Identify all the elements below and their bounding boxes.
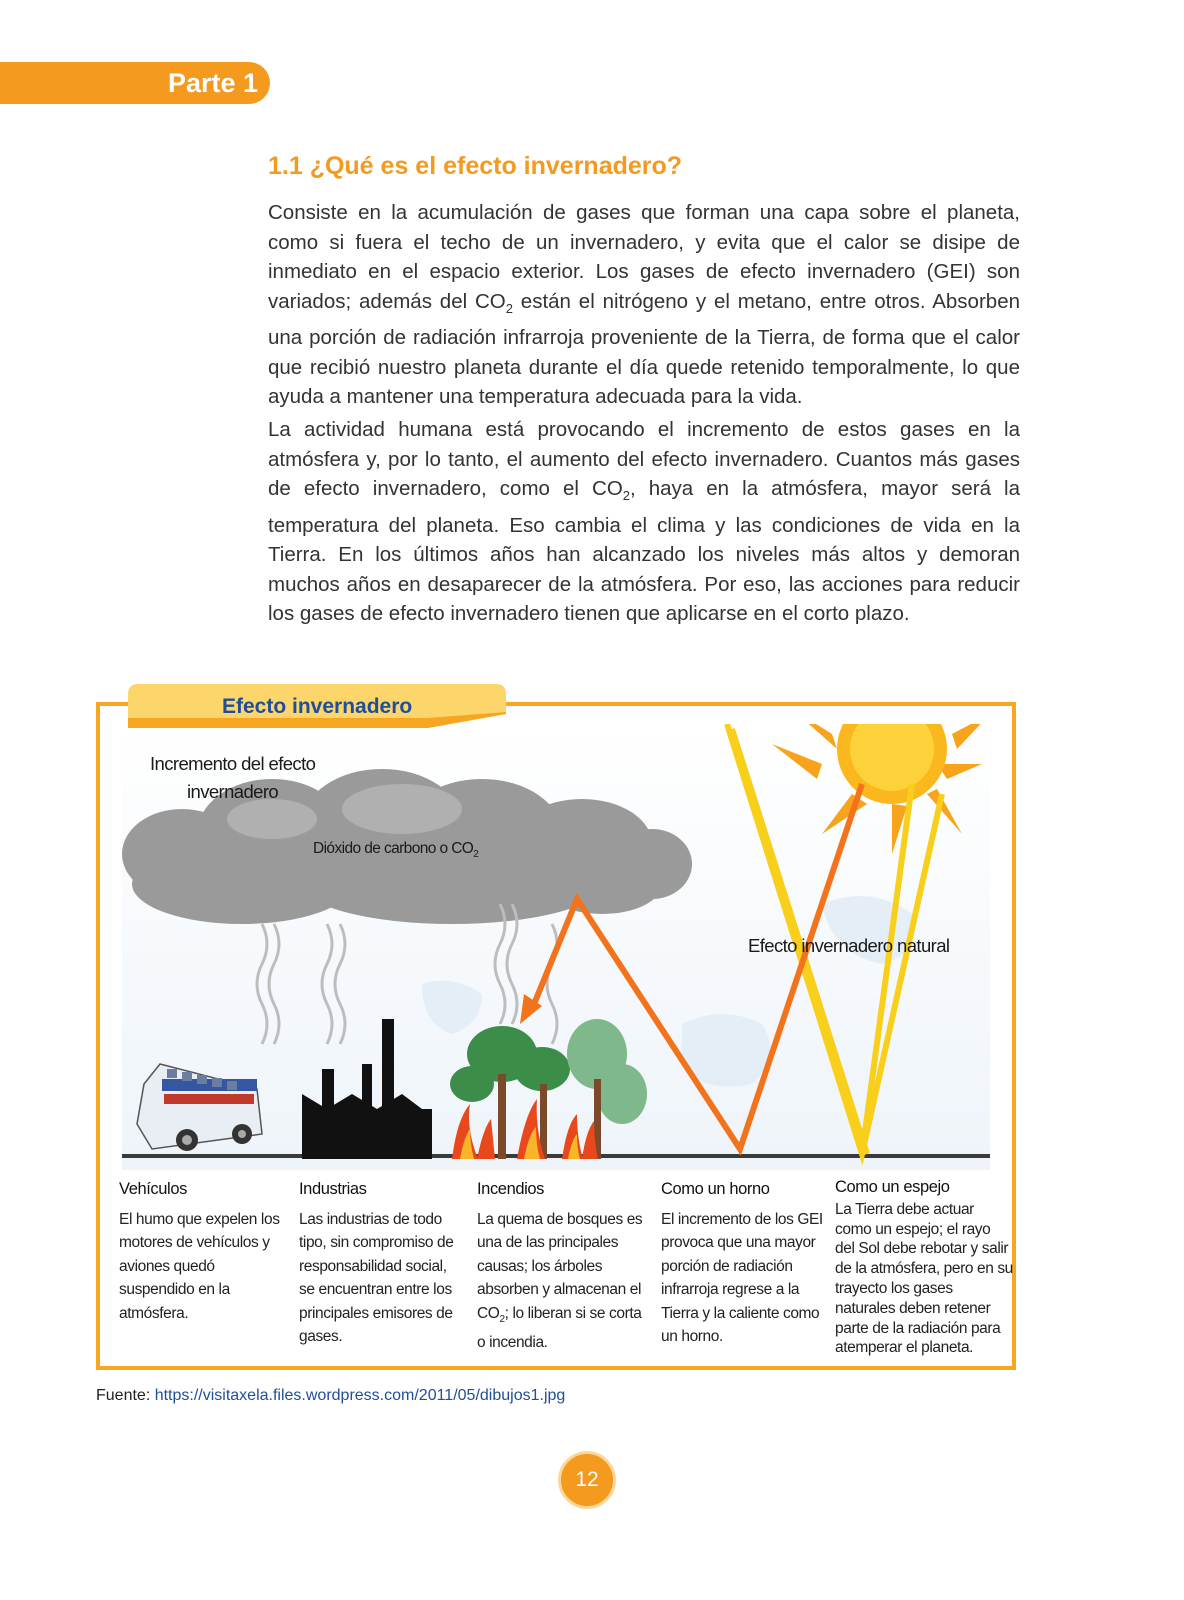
- label-co2-subscript: 2: [473, 849, 479, 861]
- paragraph-2-text-b: , haya en la atmósfera, mayor será la temperatura del planeta. Eso cambia el clima y las condiciones de vida en la Tierra. En los últimos años han alcanzado los niveles más altos y demoran muchos años en desaparecer de la atmósfera. Por eso, las acciones para reducir los gases de efecto invernadero tienen que aplicarse en el corto plazo.: [268, 477, 1020, 626]
- caption-vehiculos: [119, 1178, 287, 1325]
- label-increment-line-1: Incremento del efecto: [150, 753, 316, 774]
- figure-title: Efecto invernadero: [222, 695, 413, 718]
- caption-text-b: ; lo liberan si se corta o incendia.: [477, 1304, 642, 1352]
- caption-subscript: 2: [499, 1313, 505, 1325]
- source-link[interactable]: https://visitaxela.files.wordpress.com/2011/05/dibujos1.jpg: [154, 1387, 566, 1404]
- caption-title: Industrias: [299, 1180, 367, 1198]
- label-increment-line-2: invernadero: [187, 781, 279, 802]
- label-increment-2: [187, 781, 278, 803]
- paragraph-2-subscript: 2: [622, 488, 630, 504]
- caption-industrias: [299, 1178, 459, 1349]
- paragraph-2: [268, 415, 1020, 629]
- caption-text: El humo que expelen los motores de vehículos y aviones quedó suspendido en la atmósfera.: [119, 1210, 280, 1322]
- caption-espejo: [835, 1178, 1013, 1358]
- label-co2: [313, 840, 478, 860]
- caption-title: Como un horno: [661, 1180, 770, 1198]
- source-line: [96, 1387, 565, 1405]
- paragraph-1-subscript: 2: [505, 300, 513, 316]
- label-co2-text: Dióxido de carbono o CO: [313, 840, 474, 857]
- page-number: 12: [558, 1451, 616, 1509]
- caption-title: Como un espejo: [835, 1178, 950, 1196]
- paragraph-1-text-a: Consiste en la acumulación de gases que forman una capa sobre el planeta, como si fuera el techo de un invernadero, y evita que el calor se disipe de inmediato en el espacio exterior. Los gases de efecto invernadero (GEI) son variados; además del CO: [268, 201, 1020, 313]
- caption-text: Las industrias de todo tipo, sin compromiso de responsabilidad social, se encuentran entre los principales emisores de gases.: [299, 1210, 454, 1345]
- caption-text: El incremento de los GEI provoca que una mayor porción de radiación infrarroja regrese a la Tierra y la caliente como un horno.: [661, 1210, 823, 1345]
- part-label: Parte 1: [168, 68, 259, 98]
- paragraph-1: [268, 198, 1020, 412]
- source-label: Fuente:: [96, 1387, 155, 1404]
- caption-horno: [661, 1178, 823, 1349]
- paragraph-2-text-a: La actividad humana está provocando el incremento de estos gases en la atmósfera y, por lo tanto, el aumento del efecto invernadero. Cuantos más gases de efecto invernadero, como el CO: [268, 418, 1020, 500]
- caption-text-a: La quema de bosques es una de las principales causas; los árboles absorben y almacenan el CO: [477, 1210, 643, 1322]
- caption-text: [477, 1208, 643, 1355]
- paragraph-1-text-b: están el nitrógeno y el metano, entre otros. Absorben una porción de radiación infrarroja proveniente de la Tierra, de forma que el calor que recibió nuestro planeta durante el día quede retenido temporalmente, lo que ayuda a mantener una temperatura adecuada para la vida.: [268, 289, 1020, 409]
- section-title: 1.1 ¿Qué es el efecto invernadero?: [268, 152, 683, 180]
- caption-title: Incendios: [477, 1180, 545, 1198]
- label-natural-effect: [748, 935, 949, 957]
- caption-title: Vehículos: [119, 1180, 187, 1198]
- label-natural-effect-text: Efecto invernadero natural: [748, 935, 950, 956]
- caption-text: La Tierra debe actuar como un espejo; el rayo del Sol debe rebotar y salir de la atmósfera, pero en su trayecto los gases naturales deben retener parte de la radiación para atemperar el planeta.: [835, 1200, 1013, 1357]
- caption-incendios: [477, 1178, 643, 1355]
- part-tab: [0, 62, 270, 104]
- label-increment: [150, 753, 315, 775]
